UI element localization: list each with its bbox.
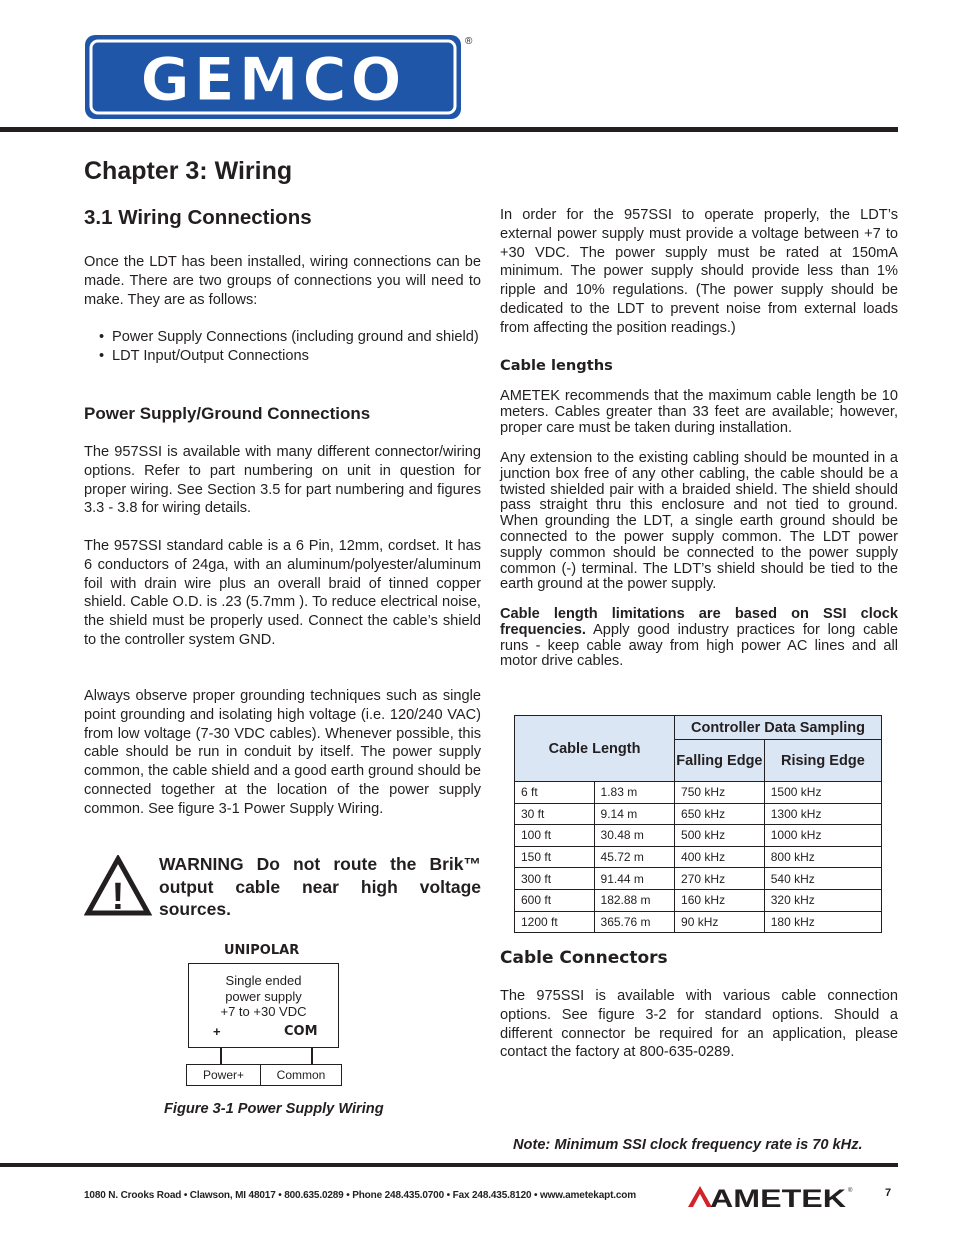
cell: 540 kHz [764, 868, 881, 890]
cell: 365.76 m [594, 911, 675, 933]
registered-mark: ® [465, 36, 473, 47]
cell: 160 kHz [675, 889, 765, 911]
power-supply-heading: Power Supply/Ground Connections [84, 404, 371, 423]
right-paragraph-1 [500, 206, 898, 338]
table-row [515, 825, 882, 847]
right-text-4: Apply good industry practices for long cable runs - keep cable away from high power AC lines and all motor drive cables. [500, 621, 898, 670]
cell: 30 ft [515, 803, 595, 825]
cell: 320 kHz [764, 889, 881, 911]
chapter-title: Chapter 3: Wiring [84, 157, 293, 185]
warning-icon [84, 855, 152, 917]
cell: 300 ft [515, 868, 595, 890]
cell: 800 kHz [764, 846, 881, 868]
table-row [515, 803, 882, 825]
intro-text: Once the LDT has been installed, wiring connections can be made. There are two groups of connections you will need to make. They are as follows: [84, 254, 481, 308]
gemco-logo [84, 34, 476, 120]
cell: 400 kHz [675, 846, 765, 868]
cell: 6 ft [515, 782, 595, 804]
power-paragraph-1 [84, 443, 481, 518]
footer-address: 1080 N. Crooks Road • Clawson, MI 48017 • 800.635.0289 • Phone 248.435.0700 • Fax 248.435.8120 • www.ametekapt.com [84, 1190, 637, 1201]
power-supply-box [188, 963, 339, 1048]
power-text-3: Always observe proper grounding techniques such as single point grounding and isolating high voltage (i.e. 120/240 VAC) from low voltage (7-30 VDC cables). Whenever possible, this cable should be run in conduit by itself. The power supply common, the cable shield and a good earth ground should be connected together at the location of the power supply common. See figure 3-1 Power Supply Wiring. [84, 688, 481, 817]
figure-title: UNIPOLAR [224, 943, 300, 958]
cell: 1.83 m [594, 782, 675, 804]
header-rising: Rising Edge [764, 740, 881, 782]
power-wire [220, 1048, 222, 1064]
cell: 45.72 m [594, 846, 675, 868]
bullet-mark: • [99, 347, 105, 364]
cell: 91.44 m [594, 868, 675, 890]
right-text-2: AMETEK recommends that the maximum cable length be 10 meters. Cables greater than 33 feet are available; however, proper care must be taken during installation. [500, 388, 898, 436]
cell: 1000 kHz [764, 825, 881, 847]
ametek-logo [686, 1183, 856, 1211]
cell: 750 kHz [675, 782, 765, 804]
terminal-common: Common [260, 1064, 342, 1086]
warning-symbol: ! [111, 876, 125, 917]
right-text-5: The 975SSI is available with various cable connection options. See figure 3-2 for standard options. Should a different connector be required for an application, please contact the factory at 800-635-0289. [500, 988, 898, 1061]
header-sampling: Controller Data Sampling [675, 716, 882, 740]
right-text-4-bold: Cable length limitations are based on SSI clock frequencies. [500, 606, 898, 638]
ametek-mark [688, 1186, 712, 1207]
bullet-list [84, 328, 481, 366]
right-text-1: In order for the 957SSI to operate properly, the LDT’s external power supply must provide a voltage between +7 to +30 VDC. The power supply must be rated at 150mA minimum. The power supply should provide less than 1% ripple and 10% regulations. (The power supply should be dedicated to the LDT to prevent noise from external loads from affecting the position readings.) [500, 207, 898, 336]
plus-label: + [213, 1024, 221, 1039]
power-text-1: The 957SSI is available with many different connector/wiring options. Refer to part numbering on unit in question for proper wiring. See Section 3.5 for part numbering and figures 3.3 - 3.8 for wiring details. [84, 444, 481, 517]
warning-text: WARNING Do not route the Brik™ output cable near high voltage sources. [159, 854, 481, 919]
power-text-2: The 957SSI standard cable is a 6 Pin, 12mm, cordset. It has 6 conductors of 24ga, with an aluminum/polyester/aluminum foil with drain wire plus an overall braid of tinned copper shield. Cable O.D. is .23 (5.7mm ). To reduce electrical noise, the shield must be properly used. Connect the cable’s shield to the controller system GND. [84, 538, 481, 648]
table-row [515, 868, 882, 890]
frequency-note: Note: Minimum SSI clock frequency rate is 70 kHz. [513, 1137, 863, 1153]
common-wire [311, 1048, 313, 1064]
table-row [515, 889, 882, 911]
cell: 30.48 m [594, 825, 675, 847]
header-falling: Falling Edge [675, 740, 765, 782]
ametek-registered-mark: ® [848, 1188, 853, 1194]
cell: 1300 kHz [764, 803, 881, 825]
table-row [515, 911, 882, 933]
cell: 182.88 m [594, 889, 675, 911]
right-paragraph-2 [500, 389, 898, 436]
bullet-text: Power Supply Connections (including ground and shield) [112, 329, 479, 345]
cell: 180 kHz [764, 911, 881, 933]
intro-paragraph [84, 253, 481, 309]
header-cable-length: Cable Length [515, 716, 675, 782]
box-line-3: +7 to +30 VDC [220, 1004, 307, 1019]
section-title: 3.1 Wiring Connections [84, 206, 312, 229]
bullet-item [84, 347, 481, 366]
logo-text: GEMCO [140, 45, 406, 115]
cell: 9.14 m [594, 803, 675, 825]
right-paragraph-4 [500, 607, 898, 670]
cell: 1500 kHz [764, 782, 881, 804]
cable-lengths-heading: Cable lengths [500, 357, 613, 374]
cell: 500 kHz [675, 825, 765, 847]
right-text-3: Any extension to the existing cabling should be mounted in a junction box free of any other cabling, the cable should be a twisted shielded pair with a braided shield. The shield should pass straight thru this enclosure and not tied to ground. When grounding the LDT, a single earth ground should be connected to the power supply common. The LDT power supply common should be connected to the power supply common (-) terminal. The LDT’s shield should be tied to the earth ground at the power supply. [500, 450, 898, 593]
right-paragraph-5 [500, 987, 898, 1062]
header-rule [0, 127, 898, 132]
table-row [515, 782, 882, 804]
terminal-power: Power+ [186, 1064, 261, 1086]
box-line-1: Single ended [225, 973, 302, 988]
cell: 270 kHz [675, 868, 765, 890]
cable-connectors-heading: Cable Connectors [500, 948, 668, 968]
bullet-mark: • [99, 329, 105, 345]
cell: 100 ft [515, 825, 595, 847]
com-label: COM [284, 1024, 318, 1039]
bullet-text: LDT Input/Output Connections [112, 347, 309, 364]
page-number: 7 [885, 1187, 892, 1199]
cell: 90 kHz [675, 911, 765, 933]
power-paragraph-2 [84, 537, 481, 650]
table-row [515, 846, 882, 868]
power-paragraph-3 [84, 687, 481, 819]
box-line-2: power supply [225, 988, 302, 1004]
cell: 650 kHz [675, 803, 765, 825]
right-paragraph-3 [500, 451, 898, 593]
footer-rule [0, 1163, 898, 1167]
cell: 1200 ft [515, 911, 595, 933]
ametek-wordmark: AMETEK [710, 1185, 846, 1211]
figure-caption: Figure 3-1 Power Supply Wiring [164, 1101, 384, 1117]
cell: 600 ft [515, 889, 595, 911]
clock-frequency-table [514, 715, 882, 933]
cell: 150 ft [515, 846, 595, 868]
bullet-item [84, 328, 481, 347]
